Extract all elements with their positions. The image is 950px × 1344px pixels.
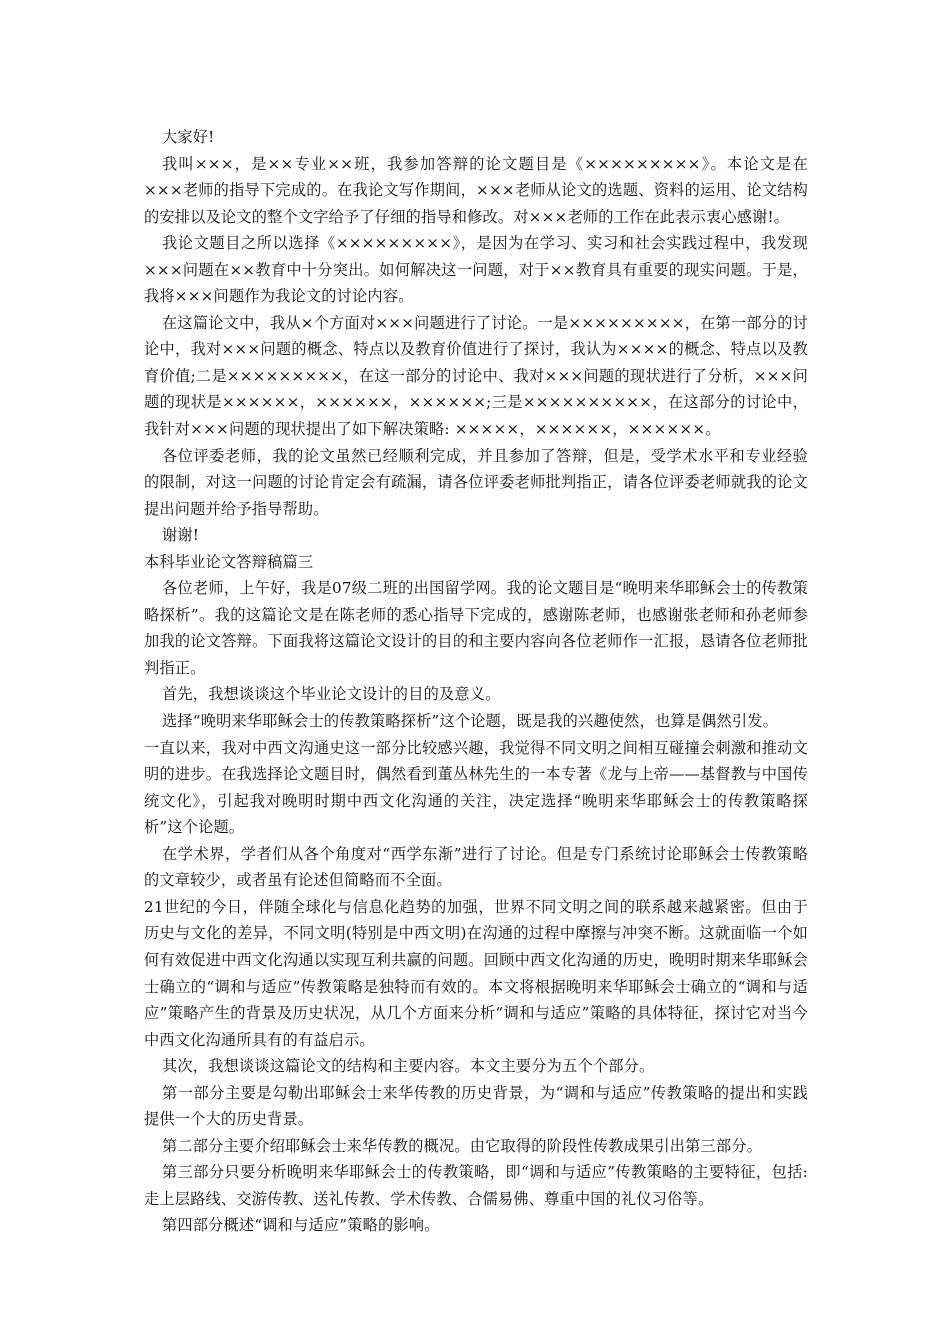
body-paragraph: 第二部分主要介绍耶稣会士来华传教的概况。由它取得的阶段性传教成果引出第三部分。 [162, 1136, 763, 1155]
section-title: 本科毕业论文答辩稿篇三 [144, 552, 314, 571]
greeting-paragraph: 大家好! [162, 128, 215, 146]
body-paragraph: 其次，我想谈谈这篇论文的结构和主要内容。本文主要分为五个个部分。 [162, 1057, 655, 1076]
body-paragraph: 在这篇论文中，我从×个方面对×××问题进行了讨论。一是×××××××××，在第一部分的讨论中，我对×××问题的概念、特点以及教育价值进行了探讨，我认为××××的概念、特点以及教育价值;二是×××××××××，在这一部分的讨论中、我对×××问题的现状进行了分析，×××问题的现状是××××××，××××××，××××××;三是××××××××××，在这部分的讨论中，我针对×××问题的现状提出了如下解决策略: ×××××，××××××，××××××。 [144, 313, 808, 439]
body-paragraph: 第一部分主要是勾勒出耶稣会士来华传教的历史背景，为“调和与适应”传教策略的提出和实践提供一个大的历史背景。 [144, 1083, 808, 1129]
body-paragraph: 首先，我想谈谈这个毕业论文设计的目的及意义。 [162, 685, 501, 704]
body-paragraph: 第三部分只要分析晚明来华耶稣会士的传教策略，即“调和与适应”传教策略的主要特征，包括:走上层路线、交游传教、送礼传教、学术传教、合儒易佛、尊重中国的礼仪习俗等。 [144, 1163, 808, 1208]
body-paragraph: 各位评委老师，我的论文虽然已经顺利完成，并且参加了答辩，但是，受学术水平和专业经验的限制，对这一问题的讨论肯定会有疏漏，请各位评委老师批判指正，请各位评委老师就我的论文提出问题并给予指导帮助。 [144, 446, 808, 518]
thanks-paragraph: 谢谢! [162, 526, 200, 545]
body-paragraph: 21世纪的今日，伴随全球化与信息化趋势的加强，世界不同文明之间的联系越来越紧密。但由于历史与文化的差异，不同文明(特别是中西文明)在沟通的过程中摩擦与冲突不断。这就面临一个如何有效促进中西文化沟通以实现互利共赢的问题。回顾中西文化沟通的历史，晚明时期来华耶稣会士确立的“调和与适应”传教策略是独特而有效的。本文将根据晚明来华耶稣会士确立的“调和与适应”策略产生的背景及历史状况，从几个方面来分析“调和与适应”策略的具体特征，探讨它对当今中西文化沟通所具有的有益启示。 [144, 897, 808, 1049]
body-paragraph: 我叫×××，是××专业××班，我参加答辩的论文题目是《×××××××××》。本论文是在×××老师的指导下完成的。在我论文写作期间，×××老师从论文的选题、资料的运用、论文结构的安排以及论文的整个文字给予了仔细的指导和修改。对×××老师的工作在此表示衷心感谢!。 [144, 154, 808, 226]
body-paragraph: 在学术界，学者们从各个角度对“西学东渐”进行了讨论。但是专门系统讨论耶稣会士传教策略的文章较少，或者虽有论述但简略而不全面。 [144, 844, 808, 890]
body-paragraph: 各位老师，上午好，我是07级二班的出国留学网。我的论文题目是“晚明来华耶稣会士的传教策略探析”。我的这篇论文是在陈老师的悉心指导下完成的，感谢陈老师，也感谢张老师和孙老师参加我的论文答辩。下面我将这篇论文设计的目的和主要内容向各位老师作一汇报，恳请各位老师批判指正。 [144, 579, 808, 677]
body-paragraph: 选择“晚明来华耶稣会士的传教策略探析”这个论题，既是我的兴趣使然，也算是偶然引发。 [162, 712, 779, 731]
body-paragraph: 我论文题目之所以选择《×××××××××》，是因为在学习、实习和社会实践过程中，我发现×××问题在××教育中十分突出。如何解决这一问题，对于××教育具有重要的现实问题。于是，我将×××问题作为我论文的讨论内容。 [144, 234, 808, 306]
document-body [144, 124, 808, 1239]
body-paragraph: 第四部分概述“调和与适应”策略的影响。 [162, 1216, 440, 1235]
body-paragraph: 一直以来，我对中西文沟通史这一部分比较感兴趣，我觉得不同文明之间相互碰撞会刺激和推动文明的进步。在我选择论文题目时，偶然看到董丛林先生的一本专著《龙与上帝——基督教与中国传统文化》，引起我对晚明时期中西文化沟通的关注，决定选择“晚明来华耶稣会士的传教策略探析”这个论题。 [144, 738, 808, 837]
